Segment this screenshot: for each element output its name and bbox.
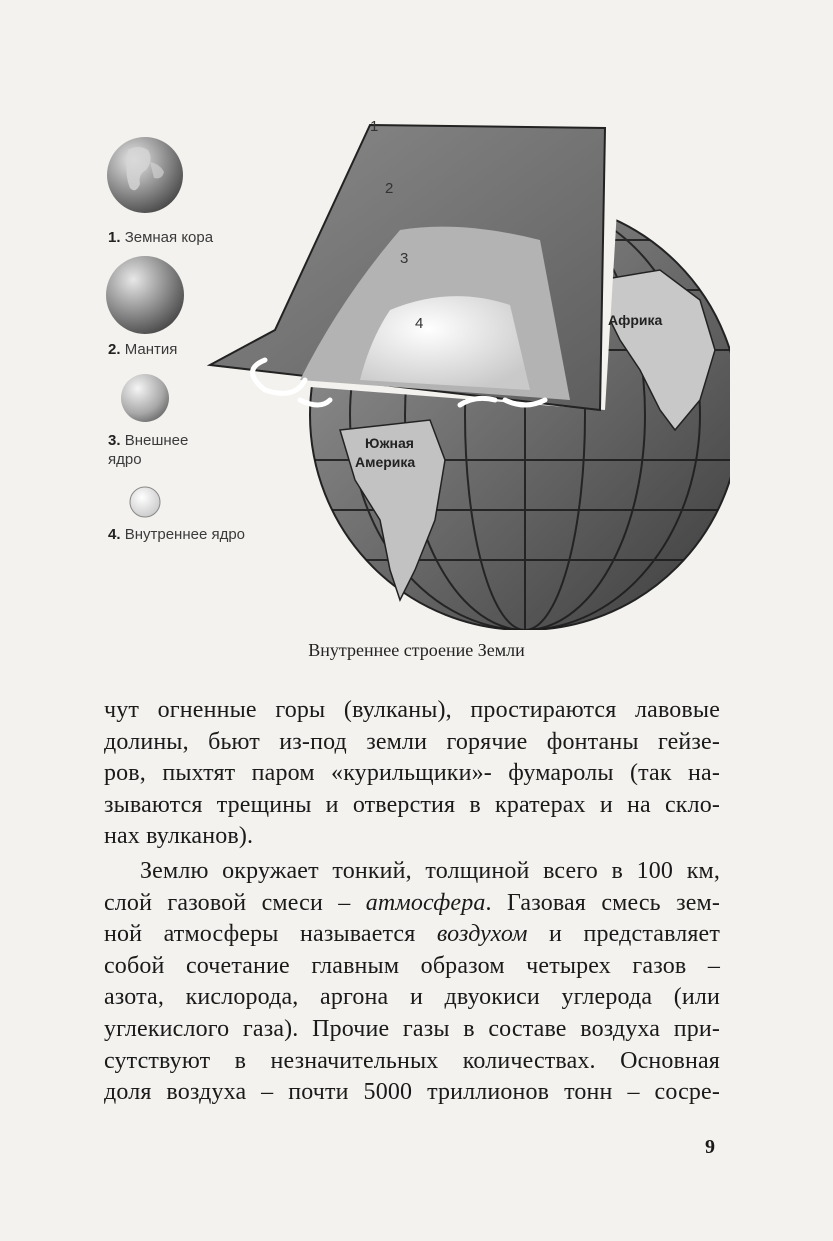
text-line: азота, кислорода, аргона и двуокиси углерода (или (104, 984, 720, 1011)
legend-item-mantle (108, 340, 177, 359)
figure-caption: Внутреннее строение Земли (308, 640, 525, 660)
earth-structure-figure (100, 100, 730, 630)
text-run: ной атмосферы называется (104, 921, 437, 948)
legend-num: 1. (108, 229, 121, 246)
term-italic: атмосфера (365, 889, 486, 916)
inner-core-sphere-icon (130, 487, 160, 517)
text-line: Землю окружает тонкий, толщиной всего в 100 км, (140, 857, 720, 884)
legend-num: 4. (108, 526, 121, 543)
text-line (104, 888, 720, 920)
text-run: слой газовой смеси – (104, 889, 366, 916)
legend-item-inner-core (108, 525, 245, 544)
layer-number-1: 1 (370, 118, 379, 135)
legend-label-text: Мантия (124, 341, 178, 358)
text-line: сутствуют в незначительных количествах. Основная (104, 1047, 720, 1074)
text-line: чут огненные горы (вулканы), простираются лавовые (104, 697, 720, 723)
legend-label-text: Внутреннее ядро (124, 526, 246, 543)
text-line: доля воздуха – почти 5000 триллионов тонн – сосре- (104, 1079, 720, 1106)
legend-item-outer-core (108, 431, 188, 469)
legend-label-text: Земная кора (124, 229, 214, 246)
legend-label-text-2: ядро (108, 451, 142, 468)
outer-core-sphere-icon (121, 374, 169, 422)
figure-graphics (100, 100, 730, 630)
legend-num: 2. (108, 341, 121, 358)
text-line: долины, бьют из-под земли горячие фонтаны гейзе- (104, 728, 720, 755)
text-line: углекислого газа). Прочие газы в составе воздуха при- (104, 1015, 720, 1042)
globe-thumbnail-icon (107, 137, 183, 213)
text-run: . Газовая смесь зем- (485, 889, 720, 916)
text-line: собой сочетание главным образом четырех газов – (104, 952, 720, 979)
text-run: и представляет (527, 921, 720, 948)
layer-number-4: 4 (415, 315, 424, 332)
text-line: нах вулканов). (104, 823, 254, 850)
legend-item-crust (108, 228, 213, 247)
africa-label: Африка (608, 312, 663, 328)
south-america-label-2: Америка (355, 454, 416, 470)
text-line: зываются трещины и отверстия в кратерах и на скло- (104, 791, 720, 818)
earth-cutaway-icon (210, 125, 730, 630)
body-text (104, 695, 720, 1109)
layer-number-3: 3 (400, 250, 409, 267)
layer-number-2: 2 (385, 180, 394, 197)
legend-label-text: Внешнее (124, 432, 189, 449)
south-america-label-1: Южная (365, 435, 414, 451)
text-line: ров, пыхтят паром «курильщики»- фумаролы (так на- (104, 760, 720, 787)
mantle-sphere-icon (106, 256, 184, 334)
legend-num: 3. (108, 432, 121, 449)
page-number: 9 (705, 1136, 715, 1158)
text-line (104, 919, 720, 951)
term-italic: воздухом (436, 921, 528, 948)
